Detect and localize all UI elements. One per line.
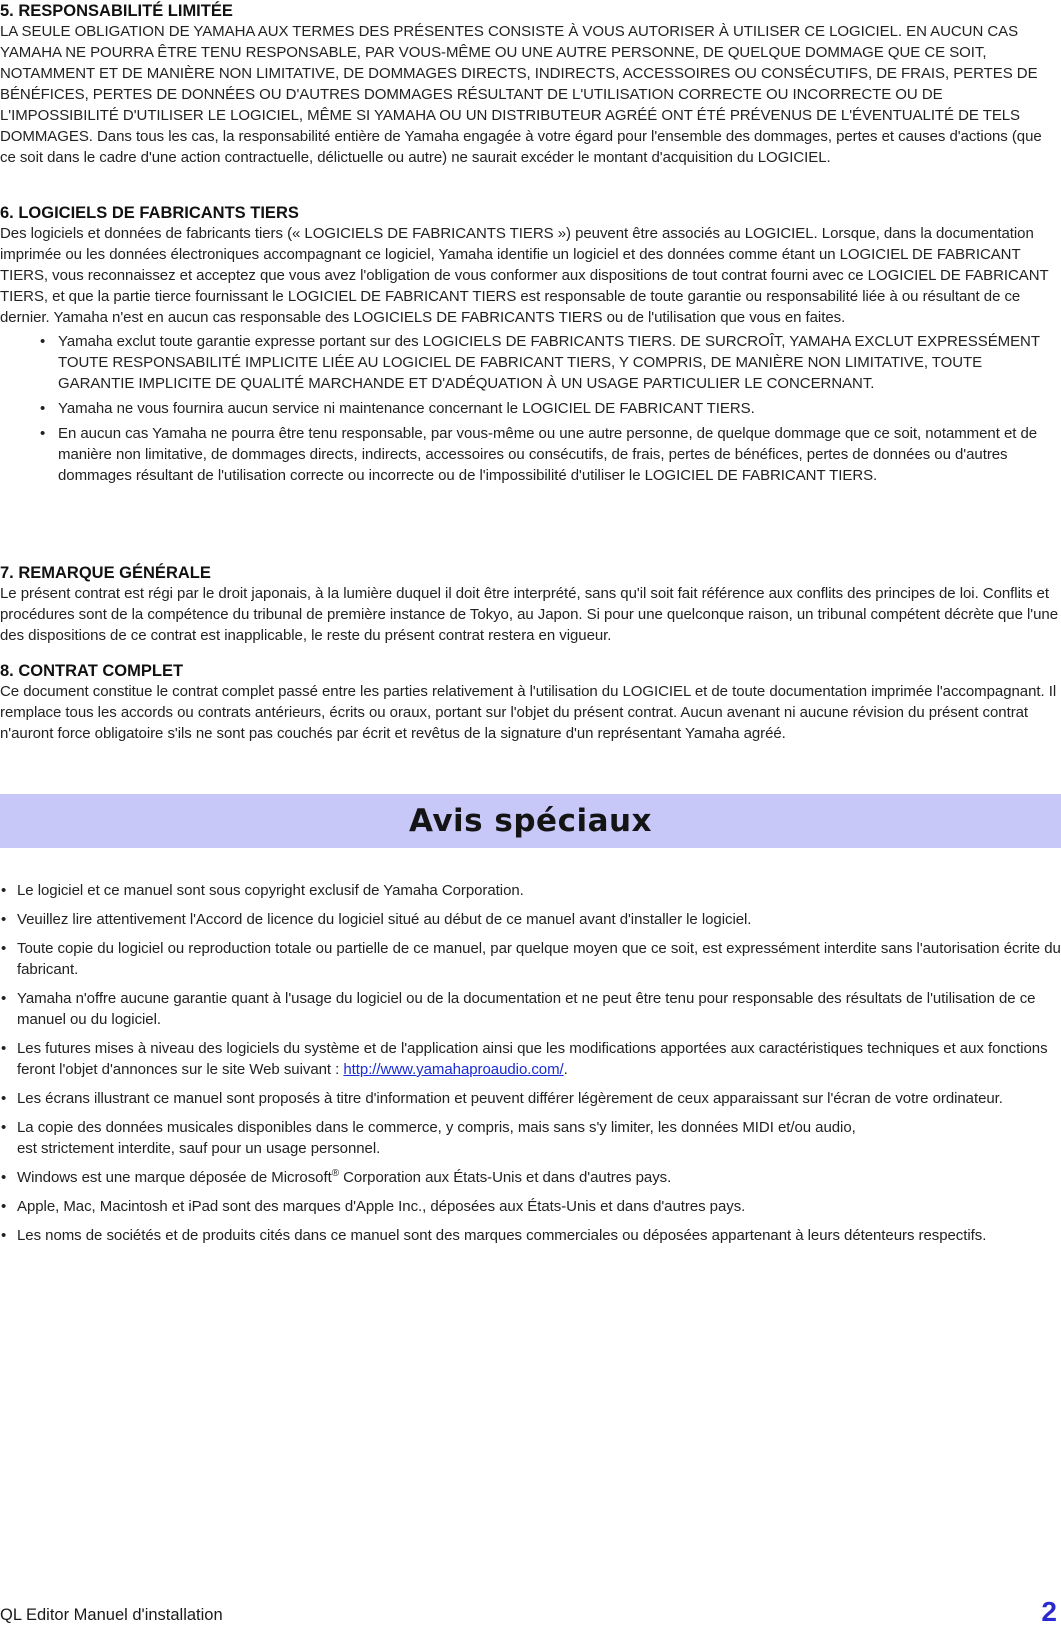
section-paragraph: Le présent contrat est régi par le droit japonais, à la lumière duquel il doit être interprété, sans qu'il soit fait référence aux conflits des principes de loi. Conflits et procédures sont de la compétence du tribunal de première instance de Tokyo, au Japon. Si pour une quelconque raison, un tribunal compétent décrète que l'une des dispositions de ce contrat est inapplicable, le reste du présent contrat restera en vigueur. [0,585,1058,644]
bullet-icon: • [1,1090,7,1107]
list-item: • En aucun cas Yamaha ne pourra être tenu responsable, par vous-même ou une autre personne, de quelque dommage que ce soit, notamment et de manière non limitative, de dommages directs, indirects, accessoires ou consécutifs, de frais, pertes de bénéfices, pertes de données ou d'autres dommages résultant de l'utilisation correcte ou incorrecte ou de l'impossibilité d'utiliser le LOGICIEL DE FABRICANT TIERS. [40,425,1038,484]
page-number: 2 [1041,1596,1057,1627]
list-item: • Yamaha exclut toute garantie expresse portant sur des LOGICIELS DE FABRICANTS TIERS. DE SURCROÎT, YAMAHA EXCLUT EXPRESSÉMENT TOUTE RESPONSABILITÉ IMPLICITE LIÉE AU LOGICIEL DE FABRICANT TIERS, Y COMPRIS, DE MANIÈRE NON LIMITATIVE, TOUTE GARANTIE IMPLICITE DE QUALITÉ MARCHANDE ET D'ADÉQUATION À UN USAGE PARTICULIER LE CONCERNANT. [40,333,1040,392]
list-item: • Le logiciel et ce manuel sont sous copyright exclusif de Yamaha Corporation. [1,882,524,899]
list-item: • Les futures mises à niveau des logiciels du système et de l'application ainsi que les modifications apportées aux caractéristiques techniques et aux fonctions feront l'objet d'annonces sur le site Web suivant : http://www.yamahaproaudio.com/. [1,1040,1048,1078]
special-notices-title: Avis spéciaux [408,803,653,839]
bullet-icon: • [1,1119,7,1136]
list-item: • Yamaha ne vous fournira aucun service ni maintenance concernant le LOGICIEL DE FABRICANT TIERS. [40,400,755,417]
list-item: • La copie des données musicales disponibles dans le commerce, y compris, mais sans s'y limiter, les données MIDI et/ou audio, est strictement interdite, sauf pour un usage personnel. [1,1119,856,1157]
footer-title: QL Editor Manuel d'installation [0,1606,223,1624]
section-title: 6. LOGICIELS DE FABRICANTS TIERS [0,204,299,222]
bullet-icon: • [1,882,7,899]
list-item: • Apple, Mac, Macintosh et iPad sont des marques d'Apple Inc., déposées aux États-Unis et dans d'autres pays. [1,1198,746,1215]
list-item: • Les écrans illustrant ce manuel sont proposés à titre d'information et peuvent différer légèrement de ceux apparaissant sur l'écran de votre ordinateur. [1,1090,1003,1107]
section-limited-liability [0,1,1061,168]
list-item: • Windows est une marque déposée de Microsoft® Corporation aux États-Unis et dans d'autres pays. [1,1168,672,1186]
yamaha-proaudio-link[interactable]: http://www.yamahaproaudio.com/ [343,1061,564,1078]
bullet-icon: • [1,990,7,1007]
bullet-icon: • [40,333,46,350]
list-item: • Veuillez lire attentivement l'Accord de licence du logiciel situé au début de ce manuel avant d'installer le logiciel. [1,911,752,928]
bullet-icon: • [40,400,46,417]
bullet-icon: • [40,425,46,442]
section-third-party-software [0,203,1061,490]
section-title: 8. CONTRAT COMPLET [0,662,184,680]
section-paragraph: Des logiciels et données de fabricants tiers (« LOGICIELS DE FABRICANTS TIERS ») peuvent être associés au LOGICIEL. Lorsque, dans la documentation imprimée ou les données électroniques accompagnant ce logiciel, Yamaha identifie un logiciel et des données comme étant un LOGICIEL DE FABRICANT TIERS, vous reconnaissez et acceptez que vous avez l'obligation de vous conformer aux dispositions de tout contrat fourni avec ce LOGICIEL DE FABRICANT TIERS, et que la partie tierce fournissant le LOGICIEL DE FABRICANT TIERS est responsable de toute garantie ou responsabilité liée à ou résultant de ce dernier. Yamaha n'est en aucun cas responsable des LOGICIELS DE FABRICANTS TIERS ou de l'utilisation que vous en faites. [0,225,1049,326]
list-item: • Les noms de sociétés et de produits cités dans ce manuel sont des marques commerciales ou déposées appartenant à leurs détenteurs respectifs. [1,1227,987,1244]
bullet-icon: • [1,940,7,957]
bullet-icon: • [1,911,7,928]
bullet-icon: • [1,1169,7,1186]
section-paragraph: Ce document constitue le contrat complet passé entre les parties relativement à l'utilisation du LOGICIEL et de toute documentation imprimée l'accompagnant. Il remplace tous les accords ou contrats antérieurs, écrits ou oraux, portant sur l'objet du présent contrat. Aucun avenant ni aucune révision du présent contrat n'auront force obligatoire s'ils ne sont pas couchés par écrit et revêtus de la signature d'un représentant Yamaha agréé. [0,683,1057,742]
special-notices-banner [0,794,1061,848]
section-paragraph: LA SEULE OBLIGATION DE YAMAHA AUX TERMES DES PRÉSENTES CONSISTE À VOUS AUTORISER À UTILISER CE LOGICIEL. EN AUCUN CAS YAMAHA NE POURRA ÊTRE TENU RESPONSABLE, PAR VOUS-MÊME OU UNE AUTRE PERSONNE, DE QUELQUE DOMMAGE QUE CE SOIT, NOTAMMENT ET DE MANIÈRE NON LIMITATIVE, DE DOMMAGES DIRECTS, INDIRECTS, ACCESSOIRES OU CONSÉCUTIFS, DE FRAIS, PERTES DE BÉNÉFICES, PERTES DE DONNÉES OU D'AUTRES DOMMAGES RÉSULTANT DE L'UTILISATION CORRECTE OU INCORRECTE OU DE L'IMPOSSIBILITÉ D'UTILISER LE LOGICIEL, MÊME SI YAMAHA OU UN DISTRIBUTEUR AGRÉÉ ONT ÉTÉ PRÉVENUS DE L'ÉVENTUALITÉ DE TELS DOMMAGES. Dans tous les cas, la responsabilité entière de Yamaha engagée à votre égard pour l'ensemble des dommages, pertes et causes d'actions (que ce soit dans le cadre d'une action contractuelle, délictuelle ou autre) ne saurait excéder le montant d'acquisition du LOGICIEL. [0,23,1042,166]
section-title: 7. REMARQUE GÉNÉRALE [0,564,211,582]
bullet-icon: • [1,1040,7,1057]
bullet-list [0,331,1061,486]
list-item: • Toute copie du logiciel ou reproduction totale ou partielle de ce manuel, par quelque moyen que ce soit, est expressément interdite sans l'autorisation écrite du fabricant. [1,940,1061,978]
special-notices-list [0,880,1061,1254]
bullet-icon: • [1,1198,7,1215]
bullet-icon: • [1,1227,7,1244]
section-title: 5. RESPONSABILITÉ LIMITÉE [0,2,233,20]
section-general-remark [0,563,1061,646]
section-complete-contract [0,661,1061,744]
list-item: • Yamaha n'offre aucune garantie quant à l'usage du logiciel ou de la documentation et ne peut être tenu pour responsable des résultats de l'utilisation de ce manuel ou du logiciel. [1,990,1036,1028]
